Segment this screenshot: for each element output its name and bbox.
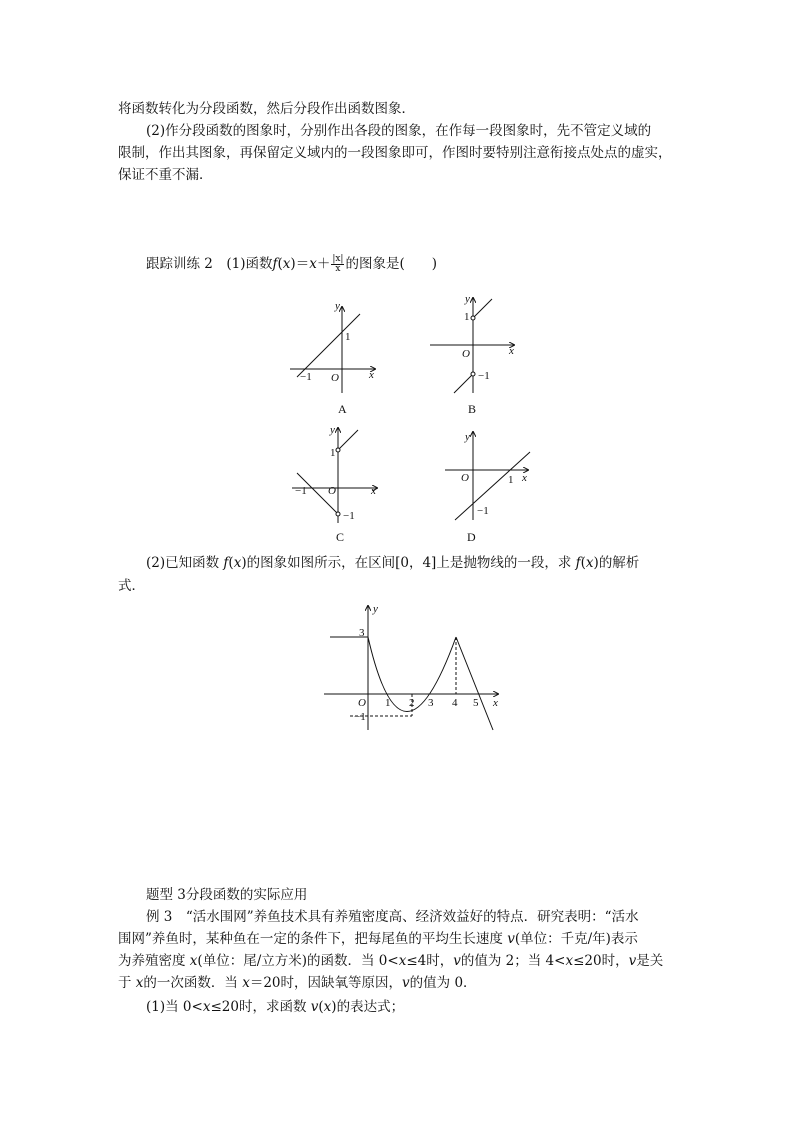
ex3-l3-c: ≤4时，: [406, 953, 454, 969]
lparen-4: (: [580, 555, 586, 571]
v-symbol-4: v: [402, 975, 410, 991]
fig2-x-tick-5: 5: [473, 697, 479, 709]
graph-d-origin: O: [461, 472, 469, 484]
fraction-denominator: x: [335, 264, 341, 274]
question-1: [146, 996, 404, 1018]
ex3-l3-d: 的值为 2；当 4<: [460, 953, 566, 969]
graph-a-one: 1: [345, 331, 351, 343]
f-symbol-3: f: [223, 555, 229, 571]
option-graphs: [280, 290, 540, 550]
x-symbol-4: x: [585, 555, 594, 571]
x-symbol-9: x: [242, 975, 250, 991]
x-symbol-10: x: [202, 999, 211, 1015]
v-symbol: v: [507, 931, 515, 947]
part2-text-c: 的解析: [598, 555, 640, 571]
plus: ＋: [316, 256, 331, 272]
x-symbol: x: [282, 256, 291, 272]
graph-c-neg-one-y: −1: [343, 510, 355, 522]
graph-d-x-label: x: [522, 472, 527, 484]
ex3-l4-a: 于: [118, 975, 132, 991]
ex3-l3-e: ≤20时，: [573, 953, 629, 969]
lparen-5: (: [318, 999, 324, 1015]
graph-d-neg-one: −1: [477, 505, 489, 517]
fig2-x-tick-3: 3: [428, 697, 434, 709]
v-symbol-3: v: [628, 953, 637, 969]
example-3-line-1: 例 3 “活水围网”养鱼技术具有养殖密度高、经济效益好的特点．研究表明：“活水: [146, 909, 639, 925]
graph-a-origin: O: [331, 372, 339, 384]
fig2-y-label: y: [373, 603, 378, 615]
equals: ＝: [295, 256, 310, 272]
graph-b-neg-one: −1: [478, 370, 490, 382]
graph-a-caption: A: [338, 402, 347, 416]
fraction-numerator: |x|: [332, 254, 344, 264]
graph-c-origin: O: [328, 485, 336, 497]
graph-b-origin: O: [462, 348, 470, 360]
ex3-l3-b: (单位：尾/立方米)的函数．当 0<: [197, 953, 399, 969]
intro-line-2: (2)作分段函数的图象时，分别作出各段的图象，在作每一段图象时，先不管定义域的: [146, 123, 652, 139]
exercise-2-part-2-line-1: [146, 552, 639, 574]
x-symbol-11: x: [323, 999, 332, 1015]
exercise-2-prompt: [146, 253, 437, 275]
part2-text-b: 的图象如图所示，在区间[0，4]上是抛物线的一段，求: [246, 555, 572, 571]
graph-d-y-label: y: [465, 431, 470, 443]
x-symbol-7: x: [565, 953, 574, 969]
graph-c: [292, 428, 377, 523]
q1-c: 的表达式；: [336, 999, 405, 1015]
x-symbol-6: x: [398, 953, 407, 969]
graph-b-lower-line: [454, 374, 473, 393]
rparen: ): [290, 256, 296, 272]
graph-c-x-label: x: [371, 485, 376, 497]
graph-b-open-dot-bottom: [471, 372, 475, 376]
example-3-line-2: [118, 928, 638, 950]
exercise-2-suffix: 的图象是( ): [345, 256, 438, 272]
rparen-4: ): [593, 555, 599, 571]
lparen: (: [277, 256, 283, 272]
abs-x-over-x-fraction: [331, 255, 344, 274]
fig2-x-tick-4: 4: [452, 697, 458, 709]
x-symbol-8: x: [135, 975, 144, 991]
graph-c-one: 1: [330, 447, 336, 459]
ex3-l2-a: 围网”养鱼时，某种鱼在一定的条件下，把每尾鱼的平均生长速度: [118, 931, 503, 947]
graph-b: [430, 298, 514, 393]
graph-b-one: 1: [464, 311, 470, 323]
x-symbol-3: x: [233, 555, 242, 571]
x-symbol-5: x: [189, 953, 198, 969]
example-3-line-4: [118, 972, 477, 994]
graph-b-x-label: x: [509, 345, 514, 357]
graph-d-caption: D: [467, 530, 476, 544]
graph-c-caption: C: [336, 530, 345, 544]
fig2-x-tick-2: 2: [409, 697, 415, 709]
fig2-y-three: 3: [359, 627, 365, 639]
ex3-l4-b: 的一次函数．当: [143, 975, 238, 991]
graph-c-open-dot-bottom: [336, 512, 340, 516]
ex3-l3-a: 为养殖密度: [118, 953, 186, 969]
right-segment: [456, 637, 493, 730]
graph-c-upper-line: [338, 430, 358, 450]
section-3-heading: 题型 3分段函数的实际应用: [146, 887, 308, 903]
exercise-2-part-2-line-2: 式．: [118, 578, 145, 594]
graph-a-line: [297, 314, 360, 377]
graph-d-one: 1: [508, 474, 514, 486]
graph-a-x-label: x: [369, 369, 374, 381]
graph-c-y-label: y: [330, 424, 335, 436]
graph-c-neg-one: −1: [295, 485, 307, 497]
intro-line-1: 将函数转化为分段函数，然后分段作出函数图象．: [118, 101, 415, 117]
x-symbol-2: x: [309, 256, 317, 272]
example-3-line-3: [118, 950, 663, 972]
ex3-l4-d: 的值为 0．: [409, 975, 477, 991]
exercise-2-prefix: 跟踪训练 2 (1)函数: [146, 256, 273, 272]
rparen-3: ): [241, 555, 247, 571]
f-symbol-4: f: [575, 555, 581, 571]
v-symbol-2: v: [453, 953, 461, 969]
fig2-origin: O: [358, 697, 366, 709]
ex3-l2-b: (单位：千克/年)表示: [514, 931, 638, 947]
graph-b-open-dot-top: [471, 316, 475, 320]
piecewise-function-graph: [320, 600, 510, 735]
graph-a-y-label: y: [335, 300, 340, 312]
graph-d-line: [455, 452, 530, 520]
part2-text-a: (2)已知函数: [146, 555, 220, 571]
intro-line-3: 限制，作出其图象，再保留定义域内的一段图象即可，作图时要特别注意衔接点处点的虚实，: [118, 145, 672, 161]
f-symbol: f: [272, 256, 278, 272]
fig2-x-label: x: [493, 697, 498, 709]
rparen-5: ): [331, 999, 337, 1015]
q1-a: (1)当 0<: [146, 999, 203, 1015]
graph-b-upper-line: [473, 299, 492, 318]
ex3-l3-f: 是关: [636, 953, 664, 969]
fig2-y-neg-one: −1: [354, 711, 366, 723]
graph-c-open-dot-top: [336, 448, 340, 452]
fig2-x-tick-1: 1: [385, 697, 391, 709]
v-symbol-5: v: [310, 999, 319, 1015]
graph-a-neg-one: −1: [300, 371, 312, 383]
intro-line-4: 保证不重不漏．: [118, 167, 213, 183]
q1-b: ≤20时，求函数: [210, 999, 307, 1015]
ex3-l4-c: ＝20时，因缺氧等原因，: [249, 975, 403, 991]
graph-b-y-label: y: [465, 293, 470, 305]
graph-b-caption: B: [468, 402, 477, 416]
lparen-3: (: [228, 555, 234, 571]
